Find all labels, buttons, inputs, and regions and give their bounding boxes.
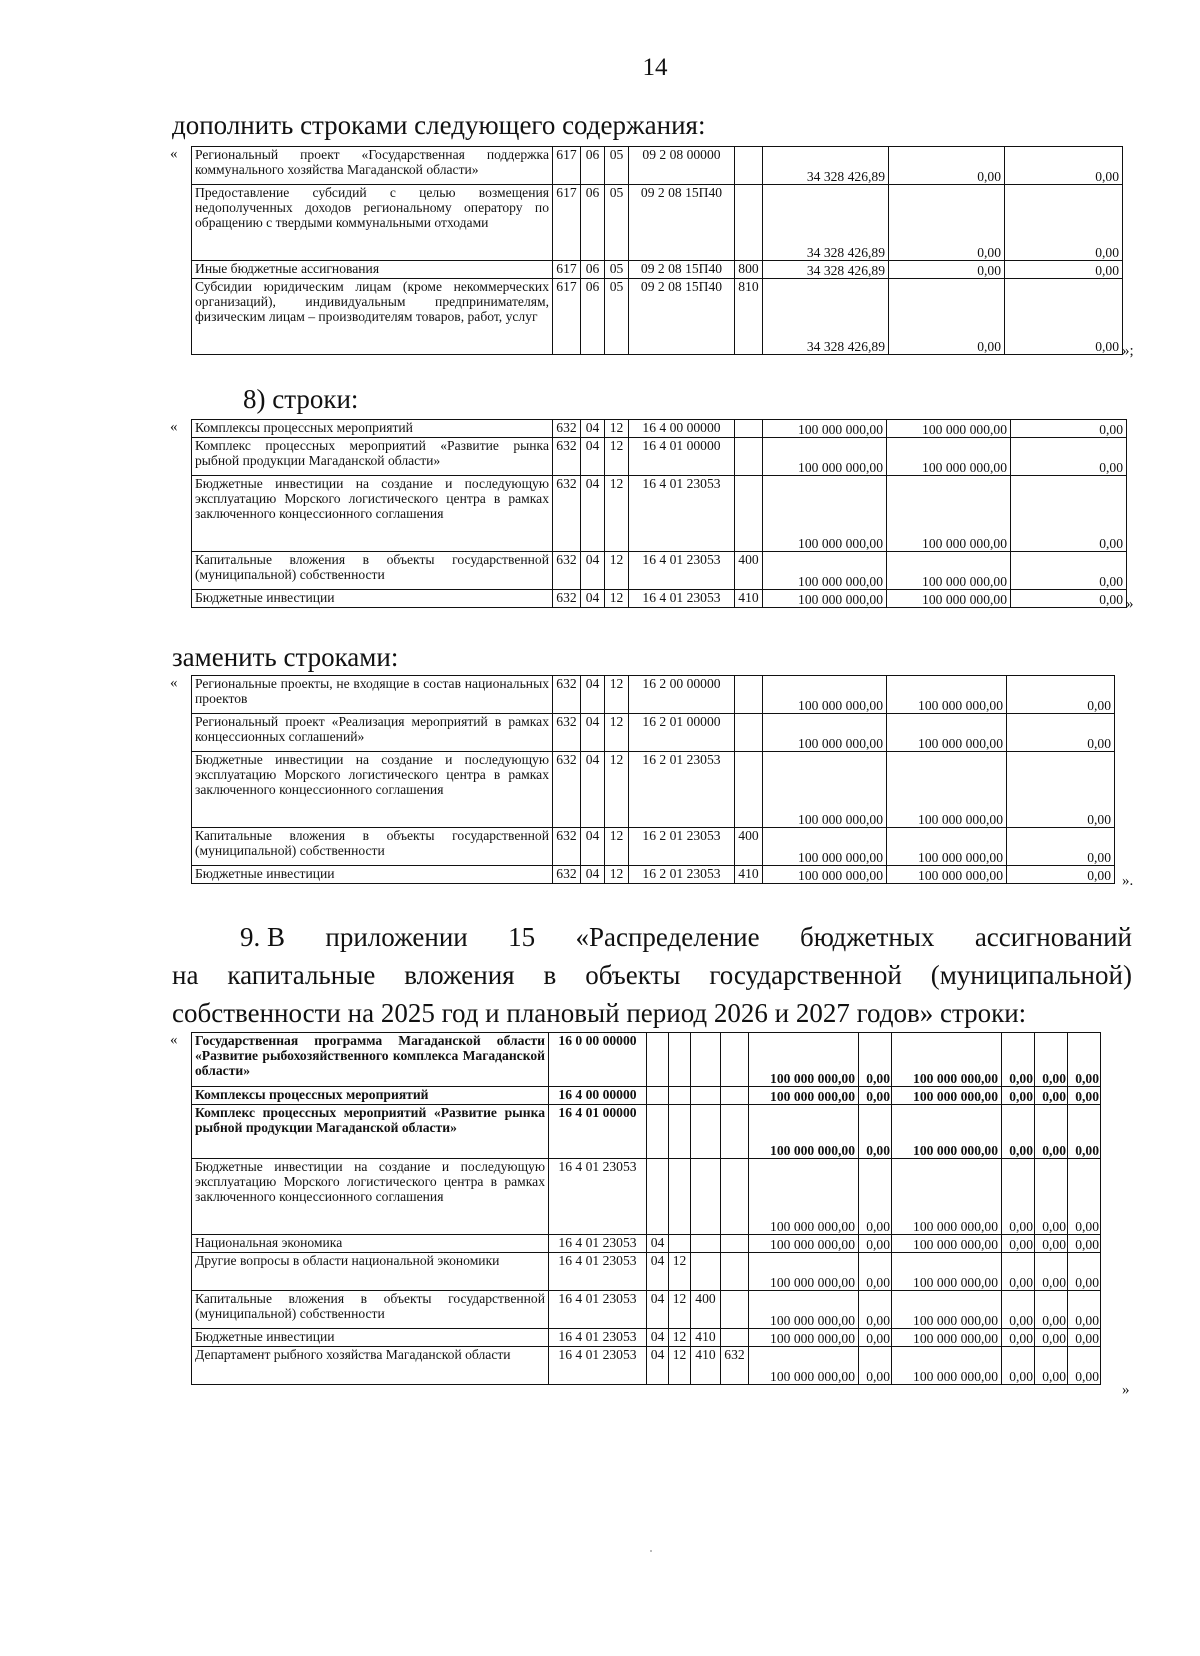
row-name-cell: Другие вопросы в области национальной экономики — [192, 1253, 549, 1291]
section1-heading: дополнить строками следующего содержания: — [172, 110, 706, 140]
code-cell: 617 — [553, 261, 581, 279]
table-row — [192, 1329, 1101, 1347]
amount-cell: 0,00 — [859, 1253, 892, 1291]
code-cell — [691, 1253, 721, 1291]
code-cell: 16 4 01 23053 — [549, 1347, 647, 1385]
amount-cell: 0,00 — [1002, 1105, 1035, 1159]
amount-cell: 0,00 — [1068, 1105, 1101, 1159]
code-cell — [669, 1033, 691, 1087]
code-cell: 16 4 01 00000 — [629, 438, 735, 476]
row-name-cell: Комплексы процессных мероприятий — [192, 1087, 549, 1105]
para-word: 15 — [508, 922, 536, 952]
code-cell — [735, 147, 763, 185]
amount-cell: 100 000 000,00 — [887, 828, 1007, 866]
amount-cell: 0,00 — [1002, 1235, 1035, 1253]
code-cell — [735, 476, 763, 552]
code-cell: 410 — [691, 1347, 721, 1385]
amount-cell: 100 000 000,00 — [892, 1235, 1002, 1253]
code-cell: 04 — [647, 1253, 669, 1291]
amount-cell: 100 000 000,00 — [763, 552, 887, 590]
code-cell: 16 2 01 23053 — [629, 828, 735, 866]
code-cell — [721, 1253, 749, 1291]
table-row — [192, 752, 1115, 828]
amount-cell: 100 000 000,00 — [892, 1105, 1002, 1159]
amount-cell: 100 000 000,00 — [892, 1253, 1002, 1291]
amount-cell: 100 000 000,00 — [749, 1253, 859, 1291]
row-name-cell: Комплексы процессных мероприятий — [192, 420, 553, 438]
row-name-cell: Государственная программа Магаданской области «Развитие рыбохозяйственного комплекса Магаданской области» — [192, 1033, 549, 1087]
row-name-cell: Бюджетные инвестиции — [192, 866, 553, 884]
amount-cell: 0,00 — [889, 279, 1005, 355]
amount-cell: 0,00 — [1035, 1347, 1068, 1385]
code-cell: 12 — [605, 438, 629, 476]
para-word: государственной — [709, 960, 902, 990]
amount-cell: 0,00 — [1011, 552, 1127, 590]
code-cell: 12 — [669, 1329, 691, 1347]
code-cell: 16 4 01 23053 — [549, 1235, 647, 1253]
amount-cell: 0,00 — [1002, 1087, 1035, 1105]
code-cell: 04 — [581, 420, 605, 438]
code-cell: 16 4 01 00000 — [549, 1105, 647, 1159]
para-word: объекты — [585, 960, 681, 990]
amount-cell: 100 000 000,00 — [887, 752, 1007, 828]
code-cell: 16 2 01 23053 — [629, 866, 735, 884]
code-cell: 04 — [581, 476, 605, 552]
row-name-cell: Капитальные вложения в объекты государственной (муниципальной) собственности — [192, 552, 553, 590]
amount-cell: 0,00 — [859, 1033, 892, 1087]
amount-cell: 0,00 — [1011, 590, 1127, 608]
code-cell — [735, 714, 763, 752]
amount-cell: 0,00 — [1011, 476, 1127, 552]
table-row — [192, 590, 1127, 608]
amount-cell: 100 000 000,00 — [749, 1291, 859, 1329]
code-cell: 632 — [553, 866, 581, 884]
code-cell: 400 — [735, 828, 763, 866]
code-cell: 16 4 00 00000 — [629, 420, 735, 438]
paragraph-line-2 — [172, 956, 1132, 994]
row-name-cell: Капитальные вложения в объекты государственной (муниципальной) собственности — [192, 828, 553, 866]
code-cell: 04 — [581, 438, 605, 476]
amount-cell: 0,00 — [1035, 1033, 1068, 1087]
code-cell — [735, 676, 763, 714]
code-cell: 632 — [553, 552, 581, 590]
code-cell — [669, 1087, 691, 1105]
amount-cell: 0,00 — [1002, 1159, 1035, 1235]
code-cell: 810 — [735, 279, 763, 355]
code-cell: 632 — [553, 438, 581, 476]
code-cell — [721, 1087, 749, 1105]
code-cell — [691, 1105, 721, 1159]
amount-cell: 100 000 000,00 — [749, 1159, 859, 1235]
amount-cell: 100 000 000,00 — [887, 552, 1011, 590]
code-cell: 632 — [721, 1347, 749, 1385]
table-row — [192, 438, 1127, 476]
section3-heading: заменить строками: — [172, 642, 399, 672]
row-name-cell: Региональный проект «Государственная поддержка коммунального хозяйства Магаданской области» — [192, 147, 553, 185]
para-word: (муниципальной) — [930, 960, 1132, 990]
para-word: ассигнований — [974, 922, 1132, 952]
code-cell — [691, 1033, 721, 1087]
row-name-cell: Бюджетные инвестиции — [192, 590, 553, 608]
row-name-cell: Региональный проект «Реализация мероприятий в рамках концессионных соглашений» — [192, 714, 553, 752]
code-cell: 16 0 00 00000 — [549, 1033, 647, 1087]
amount-cell: 100 000 000,00 — [749, 1329, 859, 1347]
amount-cell: 0,00 — [1068, 1159, 1101, 1235]
table-row — [192, 1087, 1101, 1105]
code-cell — [669, 1159, 691, 1235]
code-cell: 16 4 01 23053 — [629, 552, 735, 590]
row-name-cell: Комплекс процессных мероприятий «Развитие рынка рыбной продукции Магаданской области» — [192, 1105, 549, 1159]
table-row — [192, 1253, 1101, 1291]
table-row — [192, 714, 1115, 752]
amount-cell: 0,00 — [1035, 1235, 1068, 1253]
amount-cell: 100 000 000,00 — [887, 438, 1011, 476]
code-cell — [721, 1291, 749, 1329]
code-cell: 12 — [669, 1253, 691, 1291]
table-row — [192, 552, 1127, 590]
section3-open-quote: « — [170, 675, 178, 691]
code-cell: 09 2 08 00000 — [629, 147, 735, 185]
amount-cell: 0,00 — [1005, 147, 1123, 185]
section4-table — [191, 1032, 1101, 1385]
section2-open-quote: « — [170, 419, 178, 435]
amount-cell: 100 000 000,00 — [892, 1291, 1002, 1329]
code-cell: 16 4 01 23053 — [549, 1253, 647, 1291]
section1-open-quote: « — [170, 146, 178, 162]
section2-heading: 8) строки: — [243, 384, 359, 414]
code-cell: 04 — [581, 714, 605, 752]
amount-cell: 0,00 — [1068, 1329, 1101, 1347]
row-name-cell: Бюджетные инвестиции на создание и последующую эксплуатацию Морского логистического центра в рамках заключенного концессионного соглашения — [192, 1159, 549, 1235]
amount-cell: 100 000 000,00 — [763, 476, 887, 552]
table-row — [192, 420, 1127, 438]
amount-cell: 100 000 000,00 — [887, 714, 1007, 752]
code-cell: 05 — [605, 185, 629, 261]
amount-cell: 100 000 000,00 — [887, 476, 1011, 552]
amount-cell: 0,00 — [1005, 261, 1123, 279]
code-cell: 04 — [647, 1235, 669, 1253]
amount-cell: 100 000 000,00 — [763, 714, 887, 752]
code-cell: 632 — [553, 714, 581, 752]
row-name-cell: Бюджетные инвестиции на создание и последующую эксплуатацию Морского логистического центра в рамках заключенного концессионного соглашения — [192, 752, 553, 828]
amount-cell: 0,00 — [889, 185, 1005, 261]
code-cell: 09 2 08 15П40 — [629, 261, 735, 279]
code-cell: 12 — [605, 752, 629, 828]
code-cell — [735, 420, 763, 438]
amount-cell: 100 000 000,00 — [892, 1329, 1002, 1347]
amount-cell: 0,00 — [1005, 185, 1123, 261]
row-name-cell: Региональные проекты, не входящие в состав национальных проектов — [192, 676, 553, 714]
code-cell: 16 4 01 23053 — [629, 590, 735, 608]
row-name-cell: Комплекс процессных мероприятий «Развитие рынка рыбной продукции Магаданской области» — [192, 438, 553, 476]
code-cell: 12 — [605, 590, 629, 608]
amount-cell: 100 000 000,00 — [892, 1347, 1002, 1385]
amount-cell: 0,00 — [1068, 1033, 1101, 1087]
code-cell: 800 — [735, 261, 763, 279]
para-word: «Распределение — [575, 922, 760, 952]
row-name-cell: Иные бюджетные ассигнования — [192, 261, 553, 279]
amount-cell: 100 000 000,00 — [763, 676, 887, 714]
code-cell — [721, 1235, 749, 1253]
amount-cell: 0,00 — [1007, 866, 1115, 884]
amount-cell: 0,00 — [859, 1105, 892, 1159]
code-cell — [721, 1105, 749, 1159]
amount-cell: 0,00 — [1068, 1235, 1101, 1253]
table-row — [192, 261, 1123, 279]
para-word: бюджетных — [799, 922, 935, 952]
amount-cell: 100 000 000,00 — [887, 420, 1011, 438]
code-cell: 04 — [647, 1347, 669, 1385]
amount-cell: 100 000 000,00 — [749, 1235, 859, 1253]
amount-cell: 0,00 — [1035, 1087, 1068, 1105]
code-cell: 632 — [553, 420, 581, 438]
code-cell: 06 — [581, 185, 605, 261]
amount-cell: 34 328 426,89 — [763, 185, 889, 261]
table-row — [192, 147, 1123, 185]
code-cell: 410 — [691, 1329, 721, 1347]
code-cell: 05 — [605, 279, 629, 355]
code-cell — [721, 1033, 749, 1087]
section1-table — [191, 146, 1123, 355]
amount-cell: 0,00 — [1007, 828, 1115, 866]
amount-cell: 34 328 426,89 — [763, 261, 889, 279]
table-row — [192, 1033, 1101, 1087]
row-name-cell: Предоставление субсидий с целью возмещения недополученных доходов региональному оператору по обращению с твердыми коммунальными отходами — [192, 185, 553, 261]
row-name-cell: Департамент рыбного хозяйства Магаданской области — [192, 1347, 549, 1385]
amount-cell: 0,00 — [889, 147, 1005, 185]
amount-cell: 100 000 000,00 — [887, 866, 1007, 884]
amount-cell: 100 000 000,00 — [887, 676, 1007, 714]
amount-cell: 0,00 — [1035, 1105, 1068, 1159]
row-name-cell: Капитальные вложения в объекты государственной (муниципальной) собственности — [192, 1291, 549, 1329]
table-row — [192, 1291, 1101, 1329]
amount-cell: 0,00 — [859, 1329, 892, 1347]
table-row — [192, 1235, 1101, 1253]
code-cell: 05 — [605, 261, 629, 279]
code-cell — [721, 1159, 749, 1235]
amount-cell: 0,00 — [1068, 1087, 1101, 1105]
code-cell — [647, 1033, 669, 1087]
section1-tbody — [192, 147, 1123, 355]
amount-cell: 100 000 000,00 — [763, 828, 887, 866]
section4-close-quote: » — [1122, 1382, 1130, 1398]
row-name-cell: Бюджетные инвестиции — [192, 1329, 549, 1347]
code-cell — [735, 438, 763, 476]
amount-cell: 0,00 — [859, 1291, 892, 1329]
code-cell: 12 — [669, 1347, 691, 1385]
amount-cell: 0,00 — [889, 261, 1005, 279]
code-cell: 04 — [581, 866, 605, 884]
table-row — [192, 1105, 1101, 1159]
amount-cell: 34 328 426,89 — [763, 279, 889, 355]
code-cell — [669, 1235, 691, 1253]
table-row — [192, 676, 1115, 714]
amount-cell: 0,00 — [1035, 1159, 1068, 1235]
code-cell: 16 2 01 00000 — [629, 714, 735, 752]
amount-cell: 0,00 — [1068, 1291, 1101, 1329]
section3-tbody — [192, 676, 1115, 884]
code-cell: 12 — [605, 714, 629, 752]
amount-cell: 100 000 000,00 — [749, 1033, 859, 1087]
section2-table — [191, 419, 1127, 608]
code-cell: 632 — [553, 828, 581, 866]
paragraph-line-3: собственности на 2025 год и плановый период 2026 и 2027 годов» строки: — [172, 998, 1027, 1028]
amount-cell: 100 000 000,00 — [749, 1347, 859, 1385]
section3-table — [191, 675, 1115, 884]
code-cell: 16 4 01 23053 — [549, 1159, 647, 1235]
amount-cell: 0,00 — [859, 1087, 892, 1105]
code-cell: 16 2 00 00000 — [629, 676, 735, 714]
code-cell — [647, 1087, 669, 1105]
code-cell — [721, 1329, 749, 1347]
table-row — [192, 1347, 1101, 1385]
code-cell — [691, 1159, 721, 1235]
amount-cell: 100 000 000,00 — [763, 438, 887, 476]
code-cell — [735, 185, 763, 261]
amount-cell: 100 000 000,00 — [763, 866, 887, 884]
amount-cell: 0,00 — [1002, 1253, 1035, 1291]
code-cell: 632 — [553, 752, 581, 828]
appendix-paragraph — [172, 918, 1132, 1032]
table-row — [192, 866, 1115, 884]
amount-cell: 0,00 — [1035, 1291, 1068, 1329]
code-cell: 632 — [553, 676, 581, 714]
code-cell: 06 — [581, 279, 605, 355]
para-word: 9. В — [240, 922, 286, 952]
code-cell — [669, 1105, 691, 1159]
code-cell: 632 — [553, 590, 581, 608]
code-cell: 12 — [605, 476, 629, 552]
table-row — [192, 828, 1115, 866]
amount-cell: 0,00 — [859, 1159, 892, 1235]
code-cell: 410 — [735, 590, 763, 608]
amount-cell: 0,00 — [1007, 752, 1115, 828]
code-cell: 16 4 00 00000 — [549, 1087, 647, 1105]
amount-cell: 0,00 — [1007, 714, 1115, 752]
code-cell: 16 4 01 23053 — [549, 1291, 647, 1329]
code-cell: 12 — [669, 1291, 691, 1329]
amount-cell: 100 000 000,00 — [763, 752, 887, 828]
code-cell: 632 — [553, 476, 581, 552]
code-cell — [691, 1087, 721, 1105]
code-cell: 04 — [581, 752, 605, 828]
amount-cell: 100 000 000,00 — [763, 590, 887, 608]
code-cell: 12 — [605, 420, 629, 438]
table-row — [192, 185, 1123, 261]
amount-cell: 100 000 000,00 — [887, 590, 1011, 608]
paragraph-line-1 — [172, 918, 1132, 956]
amount-cell: 0,00 — [1035, 1253, 1068, 1291]
code-cell: 400 — [691, 1291, 721, 1329]
code-cell: 04 — [581, 552, 605, 590]
amount-cell: 0,00 — [1011, 420, 1127, 438]
code-cell: 12 — [605, 676, 629, 714]
code-cell: 09 2 08 15П40 — [629, 279, 735, 355]
code-cell: 12 — [605, 828, 629, 866]
page-number: 14 — [642, 54, 668, 81]
para-word: приложении — [325, 922, 468, 952]
code-cell: 04 — [581, 590, 605, 608]
code-cell: 09 2 08 15П40 — [629, 185, 735, 261]
para-word: на — [172, 960, 199, 990]
code-cell: 04 — [647, 1291, 669, 1329]
amount-cell: 0,00 — [859, 1347, 892, 1385]
code-cell: 410 — [735, 866, 763, 884]
amount-cell: 0,00 — [1002, 1291, 1035, 1329]
amount-cell: 0,00 — [1002, 1347, 1035, 1385]
amount-cell: 0,00 — [1011, 438, 1127, 476]
para-word: капитальные — [227, 960, 376, 990]
amount-cell: 0,00 — [1007, 676, 1115, 714]
code-cell: 12 — [605, 552, 629, 590]
amount-cell: 0,00 — [1035, 1329, 1068, 1347]
amount-cell: 0,00 — [859, 1235, 892, 1253]
section2-tbody — [192, 420, 1127, 608]
amount-cell: 100 000 000,00 — [892, 1087, 1002, 1105]
amount-cell: 0,00 — [1068, 1347, 1101, 1385]
row-name-cell: Национальная экономика — [192, 1235, 549, 1253]
amount-cell: 100 000 000,00 — [749, 1087, 859, 1105]
section4-open-quote: « — [170, 1032, 178, 1048]
table-row — [192, 476, 1127, 552]
para-word: вложения — [404, 960, 515, 990]
code-cell: 12 — [605, 866, 629, 884]
row-name-cell: Бюджетные инвестиции на создание и последующую эксплуатацию Морского логистического центра в рамках заключенного концессионного соглашения — [192, 476, 553, 552]
code-cell: 617 — [553, 185, 581, 261]
code-cell: 16 4 01 23053 — [629, 476, 735, 552]
code-cell: 617 — [553, 279, 581, 355]
amount-cell: 100 000 000,00 — [763, 420, 887, 438]
scan-artifact — [650, 1550, 652, 1552]
para-word: в — [543, 960, 557, 990]
code-cell: 06 — [581, 261, 605, 279]
amount-cell: 34 328 426,89 — [763, 147, 889, 185]
code-cell: 16 4 01 23053 — [549, 1329, 647, 1347]
section4-tbody — [192, 1033, 1101, 1385]
section2-close-quote: » — [1126, 596, 1134, 612]
section3-close-quote: ». — [1122, 873, 1134, 889]
code-cell: 617 — [553, 147, 581, 185]
code-cell — [647, 1159, 669, 1235]
section1-close-quote: »; — [1122, 343, 1134, 359]
amount-cell: 100 000 000,00 — [892, 1033, 1002, 1087]
code-cell: 16 2 01 23053 — [629, 752, 735, 828]
code-cell: 400 — [735, 552, 763, 590]
amount-cell: 100 000 000,00 — [892, 1159, 1002, 1235]
code-cell — [647, 1105, 669, 1159]
code-cell: 04 — [647, 1329, 669, 1347]
code-cell: 04 — [581, 676, 605, 714]
row-name-cell: Субсидии юридическим лицам (кроме некоммерческих организаций), индивидуальным предпринимателям, физическим лицам – производителям товаров, работ, услуг — [192, 279, 553, 355]
amount-cell: 0,00 — [1068, 1253, 1101, 1291]
table-row — [192, 1159, 1101, 1235]
amount-cell: 0,00 — [1002, 1329, 1035, 1347]
amount-cell: 100 000 000,00 — [749, 1105, 859, 1159]
table-row — [192, 279, 1123, 355]
amount-cell: 0,00 — [1002, 1033, 1035, 1087]
code-cell — [735, 752, 763, 828]
code-cell — [691, 1235, 721, 1253]
code-cell: 05 — [605, 147, 629, 185]
code-cell: 06 — [581, 147, 605, 185]
code-cell: 04 — [581, 828, 605, 866]
amount-cell: 0,00 — [1005, 279, 1123, 355]
